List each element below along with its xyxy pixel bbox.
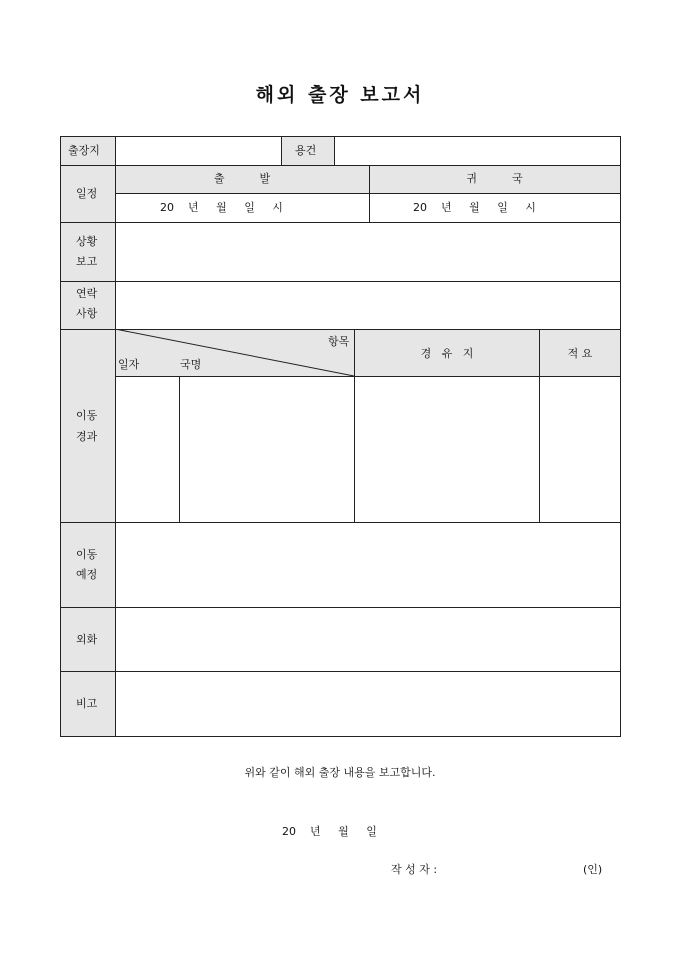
contact-label-line-1: 연락 (76, 287, 98, 300)
movement-remarks-field[interactable] (540, 377, 619, 521)
report-statement: 위와 같이 해외 출장 내용을 보고합니다. (244, 766, 436, 779)
movement-label-line-1: 이동 (76, 409, 98, 422)
movement-date-field[interactable] (116, 377, 178, 521)
row-divider (60, 165, 621, 166)
status-label-line-1: 상황 (76, 235, 98, 248)
departure-date-field[interactable]: 20 년 월 일 시 (160, 201, 283, 214)
movement-label-cell (60, 329, 115, 522)
plan-label-line-2: 예정 (76, 568, 98, 581)
report-date[interactable]: 20 년 월 일 (282, 825, 377, 838)
diagonal-header-line (115, 329, 355, 377)
purpose-label: 용건 (295, 144, 317, 157)
purpose-field[interactable] (335, 137, 619, 164)
table-border-left (60, 136, 61, 737)
item-label: 항목 (328, 335, 350, 348)
return-date-field[interactable]: 20 년 월 일 시 (413, 201, 536, 214)
note-field[interactable] (116, 672, 619, 735)
plan-label-cell (60, 522, 115, 607)
plan-field[interactable] (116, 523, 619, 606)
remarks-label: 적 요 (567, 347, 593, 360)
departure-label: 출 발 (213, 172, 271, 185)
contact-label-line-2: 사항 (76, 307, 98, 320)
country-label: 국명 (180, 358, 202, 371)
note-label: 비고 (76, 697, 98, 710)
currency-label: 외화 (76, 633, 98, 646)
movement-country-field[interactable] (180, 377, 353, 521)
author-label: 작 성 자 : (391, 863, 438, 876)
seal-label: (인) (583, 863, 603, 876)
date-label: 일자 (118, 358, 140, 371)
movement-via-field[interactable] (355, 377, 538, 521)
schedule-label: 일정 (76, 187, 98, 200)
destination-label: 출장지 (68, 144, 100, 157)
plan-label-line-1: 이동 (76, 548, 98, 561)
contact-field[interactable] (116, 282, 619, 328)
table-border-right (620, 136, 621, 737)
table-border-bottom (60, 736, 621, 737)
destination-field[interactable] (116, 137, 280, 164)
status-label-cell (60, 222, 115, 281)
via-label: 경 유 지 (420, 347, 474, 360)
row-divider (115, 193, 621, 194)
status-label-line-2: 보고 (76, 255, 98, 268)
column-divider (281, 136, 282, 165)
movement-label-line-2: 경과 (76, 430, 98, 443)
currency-field[interactable] (116, 608, 619, 670)
return-label: 귀 국 (466, 172, 523, 185)
document-title: 해외 출장 보고서 (255, 84, 425, 106)
status-field[interactable] (116, 223, 619, 280)
author-field[interactable] (456, 858, 576, 878)
